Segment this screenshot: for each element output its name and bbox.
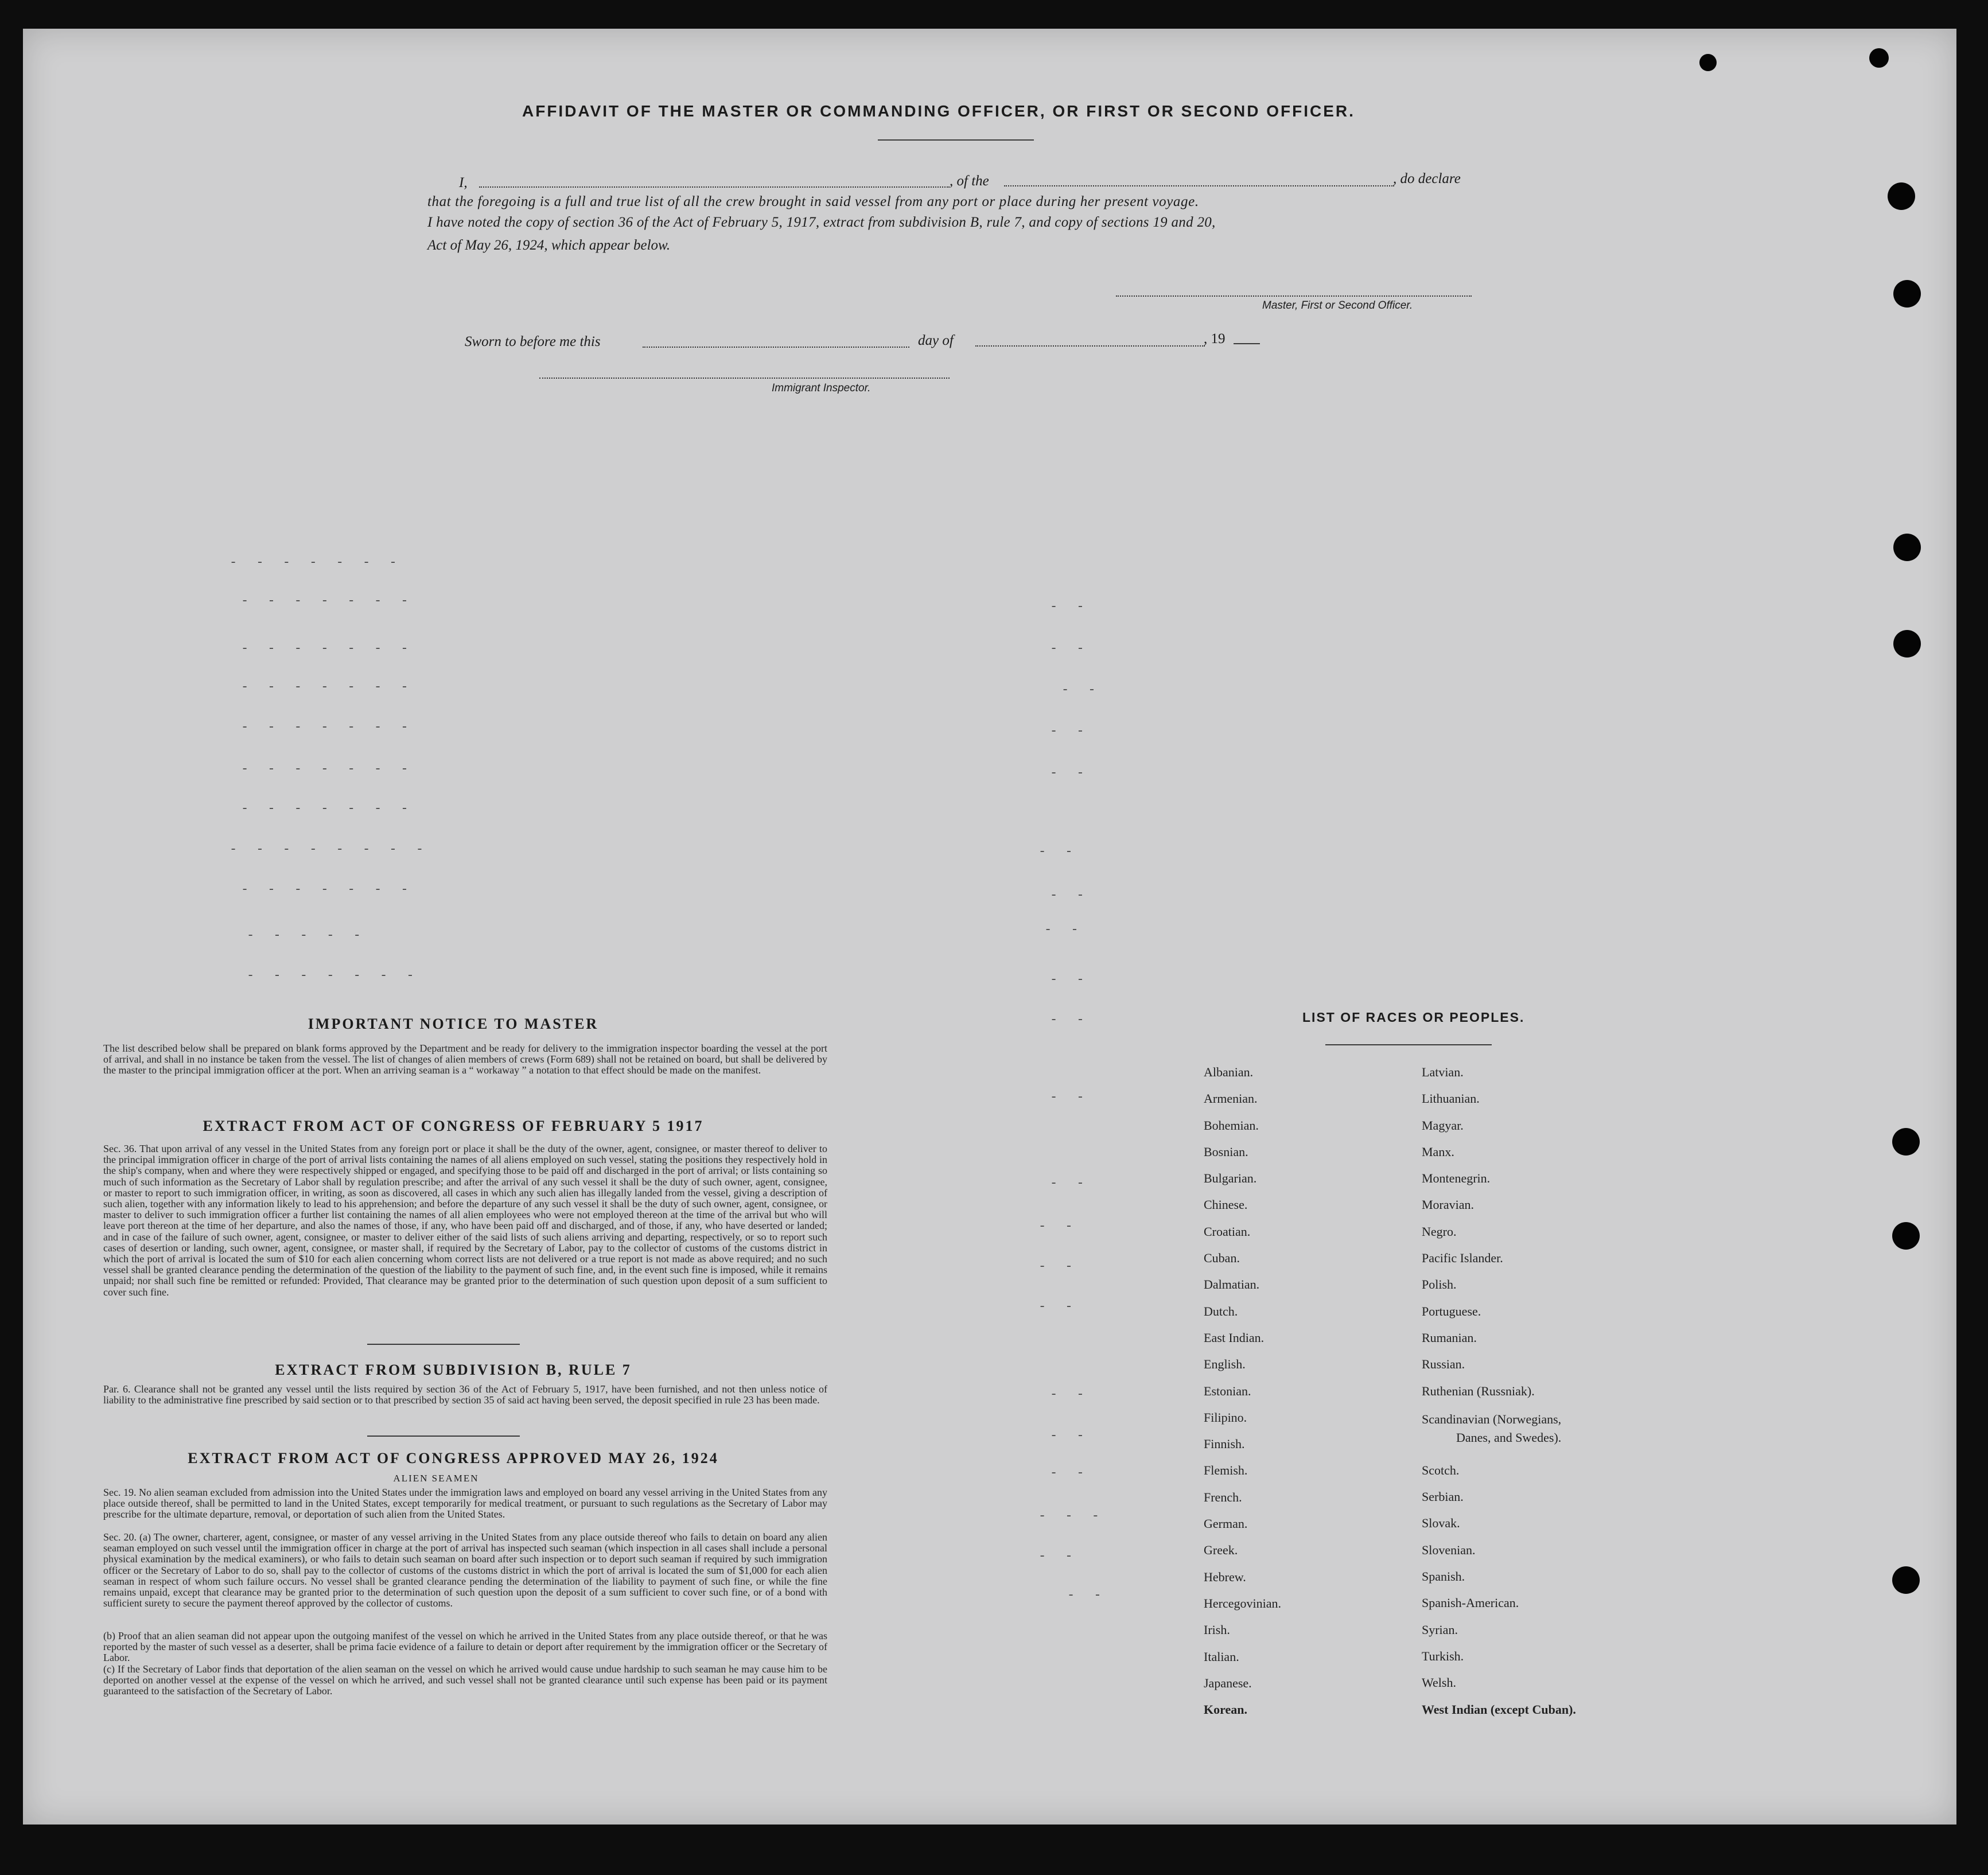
race-item: Hercegovinian. — [1204, 1596, 1281, 1611]
bleed-through-marks: - - — [1050, 1176, 1090, 1191]
affidavit-line3: I have noted the copy of section 36 of the Act of February 5, 1917, extract from subdivision B, rule 7, and copy of sections 19 and 20, — [427, 215, 1216, 230]
inspector-caption: Immigrant Inspector. — [772, 382, 871, 394]
bleed-through-marks: - - - - - - - — [241, 762, 414, 776]
bleed-through-marks: - - - - - - - — [241, 882, 414, 897]
race-item: Filipino. — [1204, 1410, 1247, 1425]
bleed-through-marks: - - — [1050, 1466, 1090, 1480]
bleed-through-marks: - - - - - - - — [247, 968, 420, 983]
race-item: Pacific Islander. — [1422, 1251, 1503, 1266]
bleed-through-marks: - - - - - - - — [241, 680, 414, 694]
race-item: Hebrew. — [1204, 1569, 1246, 1584]
bleed-through-marks: - - — [1038, 1219, 1079, 1234]
extract-rule7-heading: EXTRACT FROM SUBDIVISION B, RULE 7 — [275, 1361, 632, 1378]
bleed-through-marks: - - - - - - - — [241, 802, 414, 816]
race-item: Negro. — [1422, 1224, 1457, 1239]
race-item: Slovak. — [1422, 1516, 1460, 1531]
bleed-through-marks: - - — [1038, 1259, 1079, 1274]
race-item: Welsh. — [1422, 1675, 1456, 1690]
extract-1924-heading: EXTRACT FROM ACT OF CONGRESS APPROVED MAY 26, 1924 — [188, 1450, 719, 1466]
bleed-through-marks: - - — [1050, 1387, 1090, 1402]
bleed-through-marks: - - — [1038, 1549, 1079, 1563]
race-item: Montenegrin. — [1422, 1171, 1491, 1186]
bleed-through-marks: - - — [1050, 1013, 1090, 1027]
race-item: Portuguese. — [1422, 1304, 1481, 1318]
race-item: West Indian (except Cuban). — [1422, 1702, 1576, 1717]
extract-1924-sec20a: Sec. 20. (a) The owner, charterer, agent, consignee, or master of any vessel arriving in the United States from any place outside thereof who fails to detain on board any alien seaman employed on such vessel until the immigration officer in charge at the port of arrival has inspected such seaman (which inspection in all cases shall include a personal physical examination by the medical examiners), or who fails to detain such seaman on board after such inspection or to deport such seaman if required by such immigration officer or the Secretary of Labor to do so, shall pay to the collector of customs of the customs district in which the port of arrival is located the sum of $1,000 for each alien seaman in respect of whom such failure occurs. No vessel shall be granted clearance pending the determination of the liability to payment of such fine, or while the fine remains unpaid, except that clearance may be granted prior to the determination of such question upon the deposit of a sum sufficient to cover such fine, or of a bond with sufficient surety to secure the payment thereof approved by the collector of customs. — [103, 1531, 827, 1609]
punch-hole — [1892, 1222, 1920, 1250]
race-item: Latvian. — [1422, 1065, 1464, 1079]
bleed-through-marks: - - — [1050, 1090, 1090, 1104]
race-item: Spanish. — [1422, 1569, 1465, 1584]
race-item: Spanish-American. — [1422, 1596, 1519, 1611]
extract-1917-heading: EXTRACT FROM ACT OF CONGRESS OF FEBRUARY 5 1917 — [203, 1118, 704, 1134]
bleed-through-marks: - - — [1050, 724, 1090, 738]
race-item: Bohemian. — [1204, 1118, 1259, 1133]
affidavit-line1-prefix: I, — [459, 175, 468, 190]
bleed-through-marks: - - — [1050, 972, 1090, 987]
races-heading-rule — [1325, 1044, 1492, 1045]
inspector-line — [539, 378, 950, 379]
affidavit-title: AFFIDAVIT OF THE MASTER OR COMMANDING OFFICER, OR FIRST OR SECOND OFFICER. — [522, 102, 1355, 120]
bleed-through-marks: - - - - - — [247, 928, 367, 943]
race-item-line: Danes, and Swedes). — [1456, 1430, 1562, 1445]
races-column-1 — [1204, 1059, 1281, 1723]
sworn-date-blank — [643, 347, 909, 348]
bleed-through-marks: - - — [1050, 888, 1090, 903]
race-item: Ruthenian (Russniak). — [1422, 1383, 1535, 1398]
race-item: Dalmatian. — [1204, 1277, 1260, 1292]
race-item: German. — [1204, 1516, 1248, 1531]
race-item: Dutch. — [1204, 1304, 1238, 1318]
race-item: Irish. — [1204, 1623, 1230, 1637]
bleed-through-marks: - - — [1050, 600, 1090, 614]
race-item: French. — [1204, 1489, 1242, 1504]
punch-hole — [1892, 1128, 1920, 1156]
race-item: Rumanian. — [1422, 1330, 1477, 1345]
bleed-through-marks: - - - - - - - - — [229, 842, 430, 857]
sworn-year: , 19 — [1204, 331, 1226, 347]
bleed-through-marks: - - — [1050, 1429, 1090, 1443]
sworn-month-blank — [975, 345, 1205, 347]
extract-1924-sec19: Sec. 19. No alien seaman excluded from admission into the United States under the immigration laws and employed on board any vessel arriving in the United States from any place outside thereof, shall be permitted to land in the United States, except temporarily for medical treatment, or pursuant to such regulations as the Secretary of Labor may prescribe for the ultimate departure, removal, or deportation of such alien from the United States. — [103, 1487, 827, 1520]
races-heading: LIST OF RACES OR PEOPLES. — [1302, 1010, 1525, 1025]
race-item: Greek. — [1204, 1543, 1238, 1558]
sworn-day-of: day of — [918, 333, 954, 348]
affidavit-line2: that the foregoing is a full and true list of all the crew brought in said vessel from any port or place during her present voyage. — [427, 194, 1199, 209]
race-item: Armenian. — [1204, 1091, 1258, 1106]
bleed-through-marks: - - - - - - - — [241, 720, 414, 734]
bleed-through-marks: - - - - - - - — [241, 641, 414, 656]
bleed-through-marks: - - — [1050, 641, 1090, 656]
punch-hole — [1892, 1566, 1920, 1594]
punch-hole — [1699, 54, 1717, 71]
race-item: Polish. — [1422, 1277, 1457, 1292]
race-item: Albanian. — [1204, 1065, 1254, 1079]
race-item — [1422, 1405, 1576, 1457]
extract-1924-subheading: ALIEN SEAMEN — [393, 1473, 479, 1484]
punch-hole — [1888, 182, 1915, 210]
bleed-through-marks: - - — [1038, 845, 1079, 859]
bleed-through-marks: - - — [1038, 1300, 1079, 1314]
race-item: Croatian. — [1204, 1224, 1251, 1239]
race-item: Russian. — [1422, 1357, 1465, 1372]
race-item: Lithuanian. — [1422, 1091, 1480, 1106]
signature-caption: Master, First or Second Officer. — [1262, 299, 1413, 312]
affidavit-line1-end: , do declare — [1393, 171, 1461, 186]
extract-1924-sec20c: (c) If the Secretary of Labor finds that deportation of the alien seaman on the vessel on which he arrived would cause undue hardship to such seaman he may cause him to be deported on another vessel at the expense of the vessel on which he arrived, and such vessel shall not be granted clearance until such expense has been paid or its payment guaranteed to the satisfaction of the Secretary of Labor. — [103, 1663, 827, 1697]
vessel-blank — [1004, 185, 1394, 186]
bleed-through-marks: - - — [1050, 766, 1090, 780]
race-item: Flemish. — [1204, 1463, 1248, 1478]
race-item-line: Scandinavian (Norwegians, — [1422, 1411, 1562, 1426]
race-item: East Indian. — [1204, 1330, 1265, 1345]
divider-rule — [367, 1436, 520, 1437]
bleed-through-marks: - - — [1044, 923, 1084, 937]
title-rule — [878, 139, 1034, 141]
bleed-through-marks: - - — [1067, 1588, 1107, 1602]
race-item: Bosnian. — [1204, 1144, 1248, 1159]
notice-text: The list described below shall be prepared on blank forms approved by the Department and be ready for delivery to the immigration inspector boarding the vessel at the port of arrival, and shall in no instance be taken from the vessel. The list of changes of alien members of crews (Form 689) shall not be retained on board, but shall be delivered by the master to the principal immigration officer at the port. When an arriving seaman is a “ workaway ” a notation to that effect should be made on the manifest. — [103, 1042, 827, 1076]
race-item: Estonian. — [1204, 1383, 1251, 1398]
year-blank — [1234, 343, 1260, 344]
race-item: Moravian. — [1422, 1197, 1475, 1212]
punch-hole — [1869, 48, 1889, 68]
punch-hole — [1893, 630, 1921, 658]
extract-rule7-text: Par. 6. Clearance shall not be granted any vessel until the lists required by section 36 of the Act of February 5, 1917, have been furnished, and not then unless notice of liability to the administrative fine prescribed by said section or to that prescribed by section 35 of said act having been served, the deposit specified in rule 23 has been made. — [103, 1383, 827, 1406]
races-column-2 — [1422, 1059, 1576, 1723]
race-item: Finnish. — [1204, 1437, 1245, 1452]
race-item: Manx. — [1422, 1144, 1454, 1159]
race-item: Japanese. — [1204, 1675, 1252, 1690]
notice-heading: IMPORTANT NOTICE TO MASTER — [308, 1016, 599, 1032]
race-item: Slovenian. — [1422, 1542, 1476, 1557]
punch-hole — [1893, 280, 1921, 308]
bleed-through-marks: - - - - - - - — [241, 594, 414, 608]
affidavit-line1-mid: , of the — [950, 173, 989, 189]
punch-hole — [1893, 534, 1921, 561]
extract-1917-text: Sec. 36. That upon arrival of any vessel in the United States from any foreign port or place it shall be the duty of the owner, agent, consignee, or master thereof to deliver to the principal immigration officer in charge of the port of arrival lists containing the names of all aliens employed on such vessel, stating the positions they respectively hold in the ship's company, when and where they were respectively shipped or engaged, and specifying those to be paid off and discharged in the port of arrival; or lists containing so much of such information as the Secretary of Labor shall by regulation prescribe; and after the arrival of any such vessel it shall be the duty of such owner, agent, consignee, or master to report to such immigration officer, in writing, as soon as discovered, all cases in which any such alien has illegally landed from the vessel, giving a description of such alien, together with any information likely to lead to his apprehension; and before the departure of any such vessel it shall be the duty of such owner, agent, consignee, or master to deliver to such immigration officer a further list containing the names of all alien employees who were not employed thereon at the time of the arrival but who will leave port thereon at the time of her departure, and also the names of those, if any, who have been paid off and discharged, and of those, if any, who have deserted or landed; and in case of the failure of such owner, agent, consignee, or master to deliver either of the said lists of such aliens arriving and departing, respectively, or so to report such cases of desertion or landing, such owner, agent, consignee, or master shall, if required by the Secretary of Labor, pay to the collector of customs of the customs district in which the port of arrival is located the sum of $10 for each alien concerning whom correct lists are not delivered or a true report is not made as above required; and no such vessel shall be granted clearance pending the determination of the question of the liability to the payment of such fine, and, in the event such fine is imposed, while it remains unpaid; nor shall such fine be remitted or refunded: Provided, That clearance may be granted prior to the determination of such question upon deposit of a sum sufficient to cover such fine. — [103, 1143, 827, 1298]
race-item: Korean. — [1204, 1702, 1247, 1717]
race-item: Cuban. — [1204, 1251, 1240, 1266]
bleed-through-marks: - - - - - - - — [229, 555, 403, 570]
race-item: Magyar. — [1422, 1118, 1464, 1133]
race-item: Italian. — [1204, 1649, 1239, 1664]
affidavit-line4: Act of May 26, 1924, which appear below. — [427, 238, 671, 253]
race-item: Bulgarian. — [1204, 1171, 1257, 1186]
race-item: Chinese. — [1204, 1197, 1248, 1212]
name-blank — [479, 186, 950, 188]
race-item: Syrian. — [1422, 1622, 1458, 1637]
race-item: English. — [1204, 1357, 1246, 1372]
sworn-prefix: Sworn to before me this — [465, 334, 601, 349]
bleed-through-marks: - - — [1061, 683, 1102, 697]
bleed-through-marks: - - - — [1038, 1509, 1106, 1523]
divider-rule — [367, 1344, 520, 1345]
signature-line — [1116, 295, 1472, 297]
extract-1924-sec20b: (b) Proof that an alien seaman did not appear upon the outgoing manifest of the vessel on which he arrived in the United States from any place outside thereof, or that he was reported by the master of such vessel as a deserter, shall be prima facie evidence of a failure to detain or deport after requirement by the immigration officer or the Secretary of Labor. — [103, 1630, 827, 1664]
race-item: Serbian. — [1422, 1489, 1464, 1504]
race-item: Scotch. — [1422, 1462, 1460, 1477]
race-item: Turkish. — [1422, 1648, 1464, 1663]
